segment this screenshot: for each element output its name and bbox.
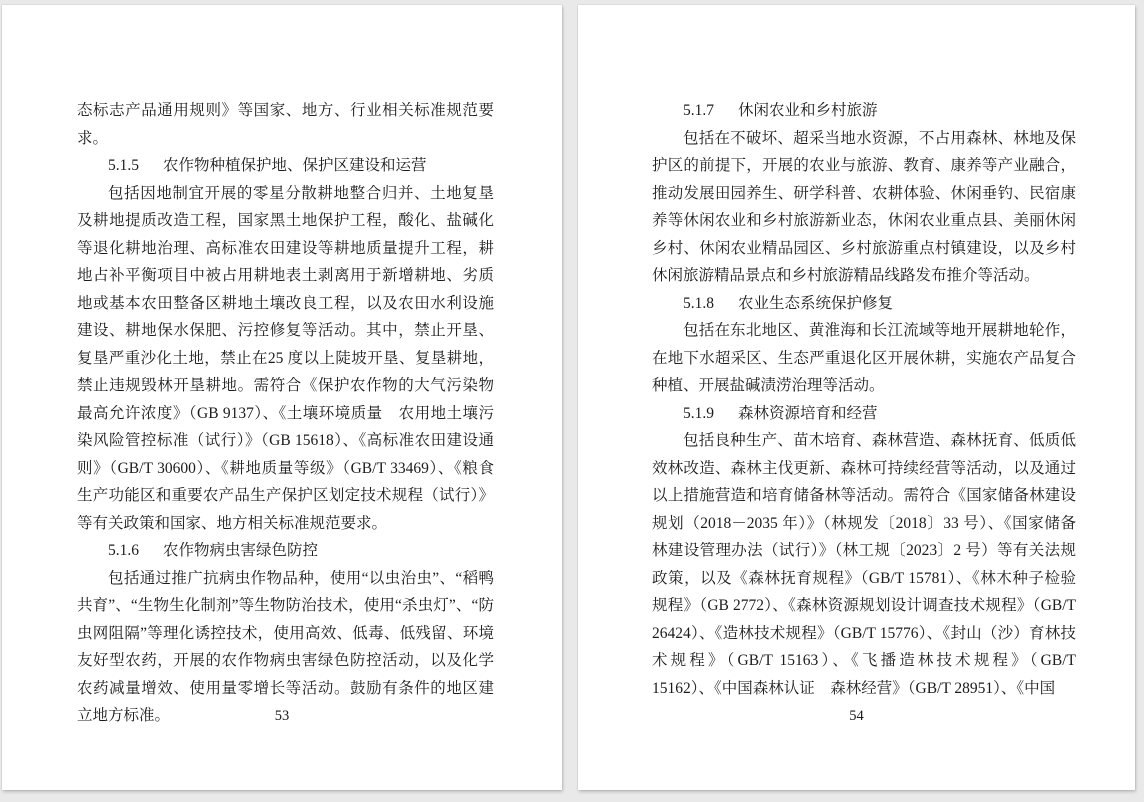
section-heading: [652, 290, 1076, 318]
page-54: [578, 5, 1135, 790]
paragraph: 包括在东北地区、黄淮海和长江流域等地开展耕地轮作，在地下水超采区、生态严重退化区开展休耕，实施农产品复合种植、开展盐碱渍涝治理等活动。: [652, 322, 1076, 394]
section-title: 休闲农业和乡村旅游: [738, 102, 878, 119]
paragraph: 包括在不破坏、超采当地水资源，不占用森林、林地及保护区的前提下，开展的农业与旅游、教育、康养等产业融合，推动发展田园养生、研学科普、农耕体验、休闲垂钓、民宿康养等休闲农业和乡村旅游新业态，休闲农业重点县、美丽休闲乡村、休闲农业精品园区、乡村旅游重点村镇建设，以及乡村休闲旅游精品景点和乡村旅游精品线路发布推介等活动。: [652, 129, 1076, 284]
section-number: 5.1.8: [683, 294, 714, 312]
section-heading: [652, 400, 1076, 428]
section-title: 农业生态系统保护修复: [738, 294, 894, 312]
page-54-content: [652, 97, 1076, 702]
page-53-content: [77, 97, 494, 730]
section-heading: [652, 97, 1076, 125]
section-title: 农作物病虫害绿色防控: [163, 542, 319, 559]
section-number: 5.1.6: [108, 542, 139, 559]
page-54-number: 54: [849, 708, 864, 724]
section-heading: [77, 152, 494, 180]
paragraph: 包括因地制宜开展的零星分散耕地整合归并、土地复垦及耕地提质改造工程，国家黑土地保护工程，酸化、盐碱化等退化耕地治理、高标准农田建设等耕地质量提升工程，耕地占补平衡项目中被占用耕地表土剥离用于新增耕地、劣质地或基本农田整备区耕地土壤改良工程，以及农田水利设施建设、耕地保水保肥、污控修复等活动。其中，禁止开垦、复垦严重沙化土地，禁止在25 度以上陡坡开垦、复垦耕地，禁止违规毁林开垦耕地。需符合《保护农作物的大气污染物最高允许浓度》（GB 9137）、《土壤环境质量 农用地土壤污染风险管控标准（试行）》（GB 15618）、《高标准农田建设通则》（GB/T 30600）、《耕地质量等级》（GB/T 33469）、《粮食生产功能区和重要农产品生产保护区划定技术规程（试行）》等有关政策和国家、地方相关标准规范要求。: [77, 184, 494, 532]
page-53-number: 53: [274, 708, 290, 724]
page-53: [2, 5, 562, 790]
paragraph: 包括通过推广抗病虫作物品种，使用“以虫治虫”、“稻鸭共育”、“生物生化制剂”等生物防治技术，使用“杀虫灯”、“防虫网阻隔”等理化诱控技术，使用高效、低毒、低残留、环境友好型农药，开展的农作物病虫害绿色防控活动，以及化学农药减量增效、使用量零增长等活动。鼓励有条件的地区建立地方标准。: [77, 569, 494, 724]
section-number: 5.1.5: [108, 157, 139, 174]
section-number: 5.1.9: [683, 404, 714, 422]
section-number: 5.1.7: [683, 102, 714, 119]
paragraph-continuation: 态标志产品通用规则》等国家、地方、行业相关标准规范要求。: [77, 102, 494, 147]
section-title: 农作物种植保护地、保护区建设和运营: [163, 157, 427, 174]
section-heading: [77, 537, 494, 565]
section-title: 森林资源培育和经营: [738, 404, 878, 422]
paragraph: 包括良种生产、苗木培育、森林营造、森林抚育、低质低效林改造、森林主伐更新、森林可持续经营等活动，以及通过以上措施营造和培育储备林等活动。需符合《国家储备林建设规划（2018－2035 年）》（林规发〔2018〕33 号）、《国家储备林建设管理办法（试行）》（林工规〔2023〕2 号）等有关法规政策，以及《森林抚育规程》（GB/T 15781）、《林木种子检验规程》（GB 2772）、《森林资源规划设计调查技术规程》（GB/T 26424）、《造林技术规程》（GB/T 15776）、《封山（沙）育林技术规程》（GB/T 15163）、《飞播造林技术规程》（GB/T 15162）、《中国森林认证 森林经营》（GB/T 28951）、《中国: [652, 432, 1076, 697]
